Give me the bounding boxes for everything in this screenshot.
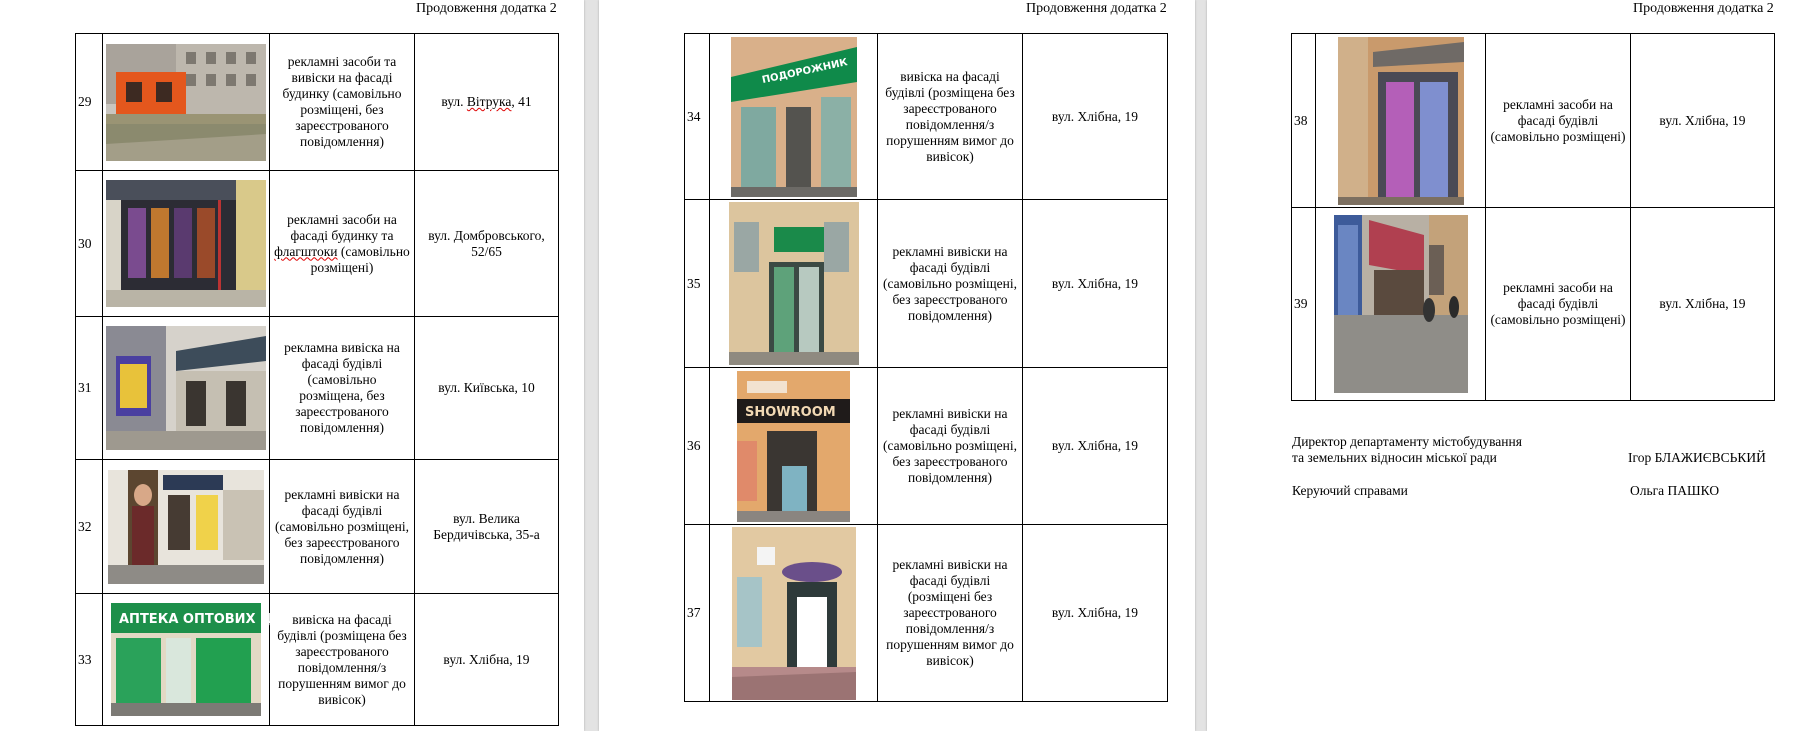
description: рекламні вивіски на фасаді будівлі (самовільно розміщені, без зареєстрованого повідомлення) <box>878 368 1023 525</box>
page-header: Продовження додатка 2 <box>1026 1 1167 16</box>
director-title-line2: та земельних відносин міської ради <box>1292 450 1497 465</box>
table-row <box>685 200 1168 368</box>
row-number: 35 <box>685 200 710 368</box>
page-header: Продовження додатка 2 <box>416 1 557 16</box>
address: вул. Хлібна, 19 <box>1023 525 1168 702</box>
green-sign-door-photo <box>729 202 859 365</box>
shop-woman-poster-photo <box>108 470 264 584</box>
black-sign-entrance-photo <box>737 371 850 522</box>
svg-text:АПТЕКА ОПТОВИХ Ц...: АПТЕКА ОПТОВИХ Ц... <box>119 612 287 627</box>
description: рекламні засоби на фасаді будівлі (самовільно розміщені) <box>1486 34 1631 208</box>
row-number: 33 <box>76 594 103 726</box>
table-row <box>1292 208 1775 401</box>
table-row <box>685 34 1168 200</box>
address: вул. Хлібна, 19 <box>1023 368 1168 525</box>
svg-text:SHOWROOM: SHOWROOM <box>745 404 836 420</box>
description: рекламні вивіски на фасаді будівлі (самовільно розміщені, без зареєстрованого повідомлення) <box>878 200 1023 368</box>
table-row <box>685 368 1168 525</box>
flower-decor-entrance-photo <box>732 527 856 700</box>
table-row <box>76 171 559 317</box>
annex-table <box>75 33 559 726</box>
podorozhnyk-pharmacy-photo <box>731 37 857 197</box>
description: рекламна вивіска на фасаді будівлі (самовільно розміщена, без зареєстрованого повідомлення) <box>270 317 415 460</box>
flagpole-word: флагштоки <box>274 243 338 259</box>
table-row <box>685 525 1168 702</box>
row-number: 29 <box>76 34 103 171</box>
document-page-1 <box>0 0 584 731</box>
director-title-line1: Директор департаменту містобудування <box>1292 434 1522 449</box>
address: вул. Хлібна, 19 <box>415 594 559 726</box>
manager-title: Керуючий справами <box>1292 483 1408 498</box>
address: вул. Хлібна, 19 <box>1631 34 1775 208</box>
description: рекламні вивіски на фасаді будівлі (розміщені без зареєстрованого повідомлення/з порушенням вимог до вивісок) <box>878 525 1023 702</box>
description: рекламні засоби на фасаді будинку та флагштоки (самовільно розміщені) <box>270 171 415 317</box>
table-row <box>76 460 559 594</box>
description: рекламні засоби та вивіски на фасаді будинку (самовільно розміщені, без зареєстрованого повідомлення) <box>270 34 415 171</box>
table-row <box>76 34 559 171</box>
street-name: Вітрука <box>466 94 512 109</box>
director-name: Ігор БЛАЖИЄВСЬКИЙ <box>1628 450 1766 465</box>
brick-doorway-photo <box>1338 37 1464 205</box>
description: вивіска на фасаді будівлі (розміщена без зареєстрованого повідомлення/з порушенням вимог до вивісок) <box>270 594 415 726</box>
document-page-2 <box>599 0 1195 731</box>
row-number: 31 <box>76 317 103 460</box>
green-pharmacy-photo <box>111 603 287 716</box>
description: рекламні вивіски на фасаді будівлі (самовільно розміщені, без зареєстрованого повідомлення) <box>270 460 415 594</box>
address: вул. Хлібна, 19 <box>1023 200 1168 368</box>
manager-name: Ольга ПАШКО <box>1630 483 1720 498</box>
address: вул. Хлібна, 19 <box>1023 34 1168 200</box>
row-number: 34 <box>685 34 710 200</box>
row-number: 39 <box>1292 208 1316 401</box>
svg-text:ПОДОРОЖНИК: ПОДОРОЖНИК <box>760 56 849 86</box>
page-header: Продовження додатка 2 <box>1633 1 1774 16</box>
row-number: 37 <box>685 525 710 702</box>
building-canopy-photo <box>106 326 266 450</box>
table-row <box>76 594 559 726</box>
table-row <box>76 317 559 460</box>
row-number: 38 <box>1292 34 1316 208</box>
description: рекламні засоби на фасаді будівлі (самовільно розміщені) <box>1486 208 1631 401</box>
address: вул. Велика Бердичівська, 35-а <box>415 460 559 594</box>
address: вул. Хлібна, 19 <box>1631 208 1775 401</box>
street-stall-photo <box>1334 215 1468 393</box>
address: вул. Вітрука, 41 <box>415 34 559 171</box>
annex-table <box>684 33 1168 702</box>
row-number: 32 <box>76 460 103 594</box>
document-page-3 <box>1207 0 1803 731</box>
address: вул. Домбровського, 52/65 <box>415 171 559 317</box>
table-row <box>1292 34 1775 208</box>
address: вул. Київська, 10 <box>415 317 559 460</box>
annex-table <box>1291 33 1775 401</box>
row-number: 30 <box>76 171 103 317</box>
description: вивіска на фасаді будівлі (розміщена без зареєстрованого повідомлення/з порушенням вимог до вивісок) <box>878 34 1023 200</box>
storefront-posters-photo <box>106 180 266 307</box>
orange-kiosk-photo <box>106 44 266 161</box>
row-number: 36 <box>685 368 710 525</box>
